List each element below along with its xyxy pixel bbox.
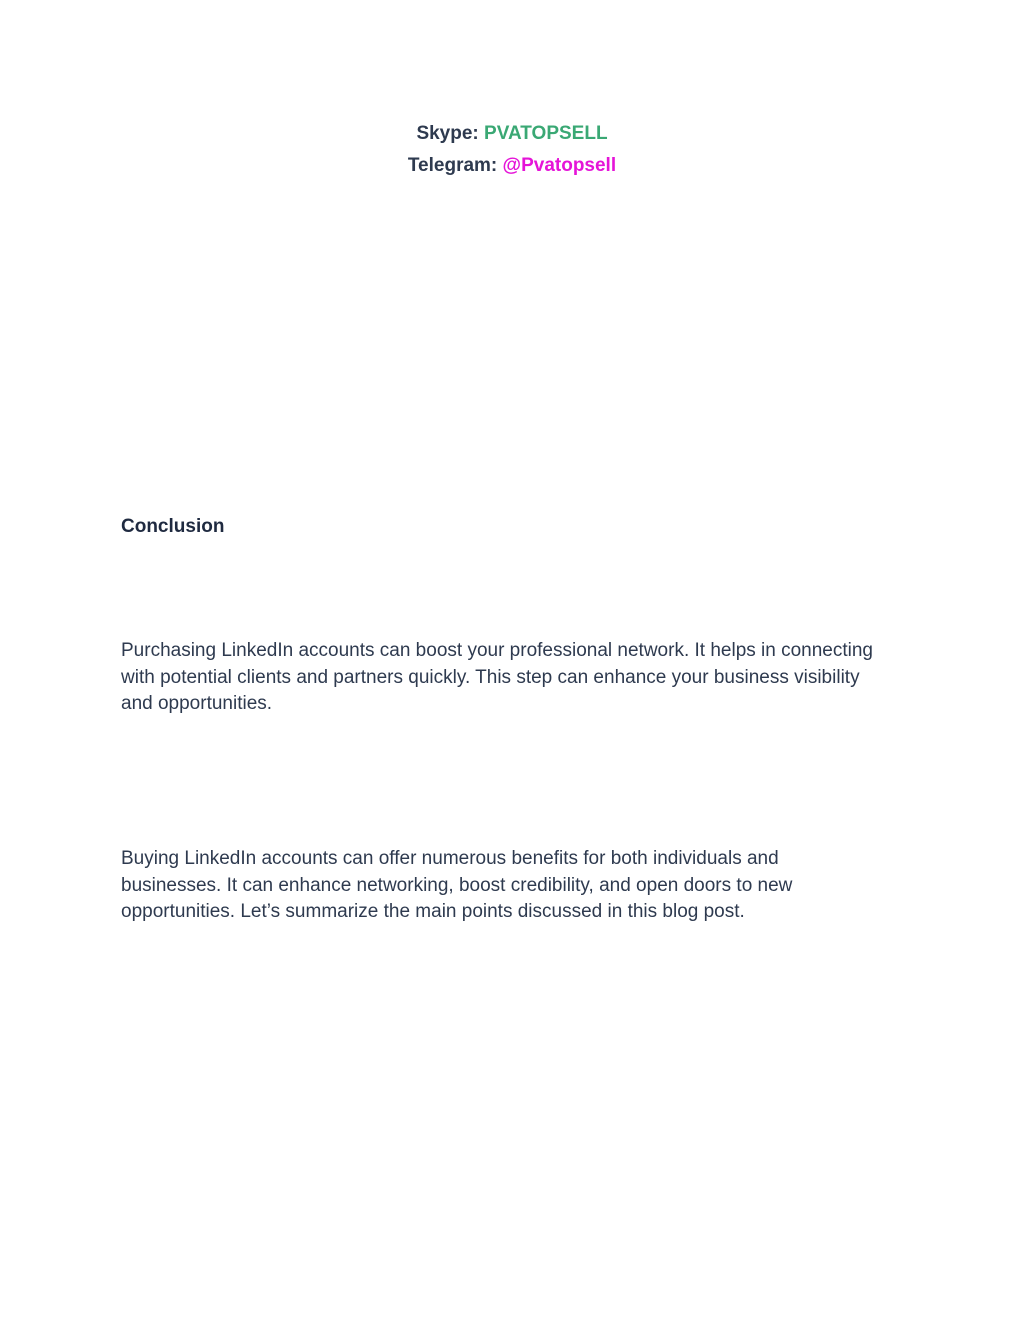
skype-line (0, 118, 1024, 150)
paragraph: Buying LinkedIn accounts can offer numerous benefits for both individuals and businesses. It can enhance networking, boost credibility, and open doors to new opportunities. Let’s summarize the main points discussed in this blog post. (121, 848, 793, 922)
telegram-label: Telegram: (407, 155, 498, 176)
contact-info (0, 118, 1024, 182)
paragraph: Purchasing LinkedIn accounts can boost your professional network. It helps in connecting with potential clients and partners quickly. This step can enhance your business visibility and opportunities. (121, 640, 874, 714)
telegram-line (0, 150, 1024, 182)
skype-label: Skype: (416, 123, 479, 144)
telegram-handle: @Pvatopsell (502, 155, 617, 176)
section-heading: Conclusion (121, 516, 225, 537)
skype-id: PVATOPSELL (484, 123, 608, 144)
